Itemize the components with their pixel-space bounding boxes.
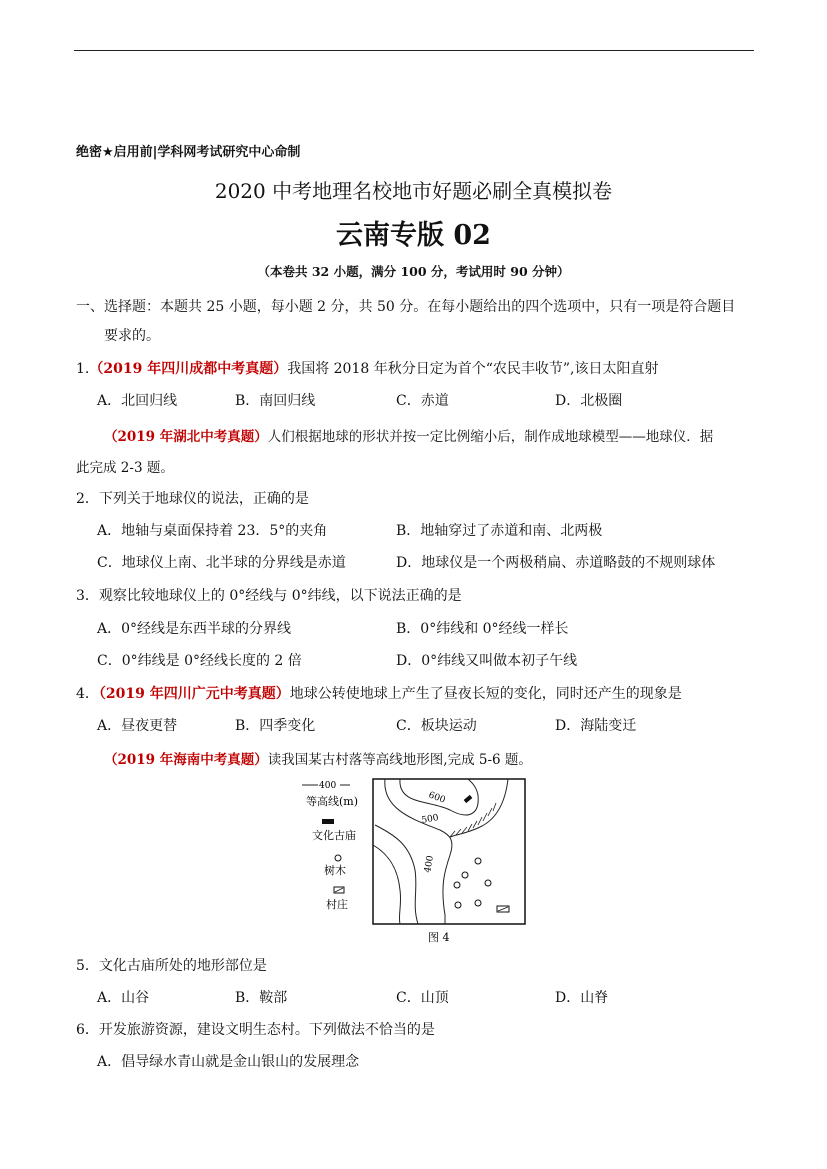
question-1-text: 我国将 2018 年秋分日定为首个“农民丰收节”,该日太阳直射 [287, 361, 659, 377]
question-6: 6．开发旅游资源，建设文明生态村。下列做法不恰当的是 [76, 1022, 435, 1038]
question-4-number: 4． [76, 686, 99, 702]
section-heading: 一、选择题：本题共 25 小题，每小题 2 分，共 50 分。在每小题给出的四个选项中，只有一项是符合题目 [76, 299, 736, 315]
exam-subtitle: 云南专版 02 [336, 220, 491, 251]
legend-temple-label: 文化古庙 [312, 829, 356, 842]
q4-option-a: A．昼夜更替 [97, 718, 178, 734]
q3-option-b: B．0°纬线和 0°经线一样长 [396, 621, 569, 637]
tree-legend-icon [335, 855, 341, 861]
village-marker-hatch [498, 907, 508, 911]
intro-2-3-cont: 此完成 2-3 题。 [76, 460, 174, 476]
question-4-source: （2019 年四川广元中考真题） [98, 686, 290, 702]
intro-2-3-text: 人们根据地球的形状并按一定比例缩小后，制作成地球模型——地球仪．据 [267, 429, 714, 445]
section-heading-cont: 要求的。 [104, 328, 160, 344]
contour-ridge [450, 779, 508, 837]
temple-legend-icon [322, 819, 334, 824]
q1-option-c: C．赤道 [396, 393, 449, 409]
confidential-label: 绝密★启用前|学科网考试研究中心命制 [76, 145, 301, 160]
q2-option-d: D．地球仪是一个两极稍扁、赤道略鼓的不规则球体 [396, 555, 716, 571]
temple-marker [464, 795, 473, 803]
tree-marker [475, 900, 481, 906]
q4-option-c: C．板块运动 [396, 718, 477, 734]
map-frame [373, 779, 525, 924]
exam-title: 2020 中考地理名校地市好题必刷全真模拟卷 [214, 179, 613, 203]
q2-option-b: B．地轴穿过了赤道和南、北两极 [396, 523, 603, 539]
legend-contour-label: 等高线(m) [306, 795, 359, 808]
question-5: 5．文化古庙所处的地形部位是 [76, 958, 267, 974]
contour-label-400: 400 [423, 854, 436, 874]
contour-label-500: 500 [420, 813, 440, 826]
contour-300 [373, 845, 401, 924]
top-rule [74, 50, 754, 51]
q5-option-c: C．山顶 [396, 990, 449, 1006]
q4-option-b: B．四季变化 [235, 718, 316, 734]
q6-option-a: A．倡导绿水青山就是金山银山的发展理念 [97, 1054, 360, 1070]
question-2: 2．下列关于地球仪的说法，正确的是 [76, 491, 309, 507]
q5-option-b: B．鞍部 [235, 990, 288, 1006]
q1-option-b: B．南回归线 [235, 393, 316, 409]
contour-map-figure [300, 775, 530, 945]
intro-5-6 [104, 748, 532, 768]
intro-5-6-text: 读我国某古村落等高线地形图,完成 5-6 题。 [267, 752, 532, 768]
q1-option-d: D．北极圈 [555, 393, 623, 409]
intro-2-3-source: （2019 年湖北中考真题） [104, 429, 268, 445]
question-1 [76, 358, 659, 378]
question-4 [76, 683, 682, 703]
q3-option-d: D．0°纬线又叫做本初子午线 [396, 653, 578, 669]
question-1-source: （2019 年四川成都中考真题） [89, 361, 288, 377]
tree-marker [485, 880, 491, 886]
village-legend-hatch [335, 888, 343, 892]
tree-marker [462, 872, 468, 878]
figure-caption: 图 4 [428, 931, 450, 944]
tree-marker [475, 858, 481, 864]
q1-option-a: A．北回归线 [97, 393, 178, 409]
q2-option-c: C．地球仪上南、北半球的分界线是赤道 [97, 555, 346, 571]
tree-marker [455, 902, 461, 908]
q3-option-c: C．0°纬线是 0°经线长度的 2 倍 [97, 653, 302, 669]
cliff-hatching [450, 803, 496, 837]
intro-2-3 [104, 425, 713, 445]
legend-contour-value: 400 [319, 781, 337, 791]
q2-option-a: A．地轴与桌面保持着 23．5°的夹角 [97, 523, 328, 539]
tree-marker [454, 882, 460, 888]
intro-5-6-source: （2019 年海南中考真题） [104, 752, 268, 768]
legend-village-label: 村庄 [326, 898, 348, 911]
q4-option-d: D．海陆变迁 [555, 718, 637, 734]
q5-option-d: D．山脊 [555, 990, 609, 1006]
exam-note: （本卷共 32 小题，满分 100 分，考试用时 90 分钟） [257, 264, 570, 279]
question-1-number: 1. [76, 361, 90, 377]
question-4-text: 地球公转使地球上产生了昼夜长短的变化，同时还产生的现象是 [289, 686, 682, 702]
question-3: 3．观察比较地球仪上的 0°经线与 0°纬线，以下说法正确的是 [76, 588, 462, 604]
q5-option-a: A．山谷 [97, 990, 150, 1006]
legend-tree-label: 树木 [324, 864, 346, 877]
contour-label-600: 600 [426, 790, 447, 806]
q3-option-a: A．0°经线是东西半球的分界线 [97, 621, 292, 637]
